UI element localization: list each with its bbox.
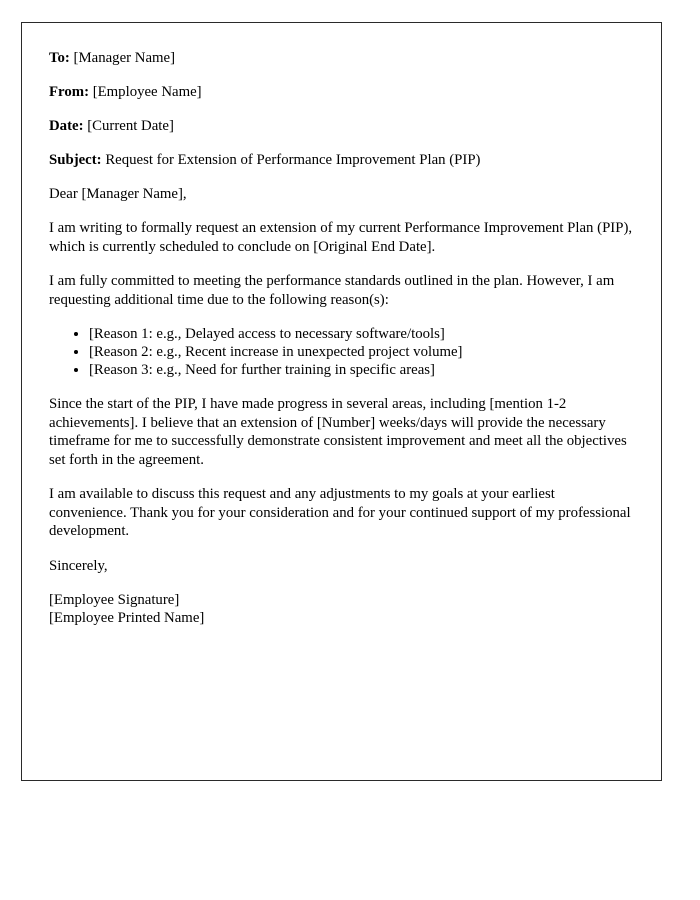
field-subject (49, 151, 633, 169)
signature-block (49, 591, 633, 628)
body-paragraph-1: I am writing to formally request an extension of my current Performance Improvement Plan (PIP), which is currently scheduled to conclude on [Original End Date]. (49, 220, 633, 255)
field-to-value: [Manager Name] (73, 50, 176, 66)
body-paragraph-3: Since the start of the PIP, I have made progress in several areas, including [mention 1-2 achievements]. I believe that an extension of [Number] weeks/days will provide the necessary timeframe for me to successfully demonstrate consistent improvement and meet all the objectives set forth in the agreement. (49, 396, 627, 468)
field-from (49, 83, 633, 101)
field-date-value: [Current Date] (87, 118, 174, 134)
list-item: • [Reason 2: e.g., Recent increase in unexpected project volume] (89, 343, 633, 361)
field-from-value: [Employee Name] (92, 84, 202, 100)
closing-line: Sincerely, (49, 557, 108, 574)
field-to-label: To: (49, 50, 70, 66)
field-subject-label: Subject: (49, 152, 102, 168)
signature-line-employee-printed-name: [Employee Printed Name] (49, 610, 205, 626)
body-paragraph-4: I am available to discuss this request and any adjustments to my goals at your earliest convenience. Thank you for your consideration and for your continued support of my professional development. (49, 486, 631, 539)
field-from-label: From: (49, 84, 89, 100)
letter-page (21, 22, 662, 781)
field-to (49, 49, 633, 67)
field-date (49, 117, 633, 135)
body-paragraph-2: I am fully committed to meeting the performance standards outlined in the plan. However, I am requesting additional time due to the following reason(s): (49, 273, 615, 308)
letter-body (22, 23, 661, 628)
reasons-list (49, 325, 633, 379)
list-item: • [Reason 1: e.g., Delayed access to necessary software/tools] (89, 325, 633, 343)
list-item: • [Reason 3: e.g., Need for further training in specific areas] (89, 361, 633, 379)
field-subject-value: Request for Extension of Performance Improvement Plan (PIP) (105, 152, 481, 168)
field-date-label: Date: (49, 118, 84, 134)
salutation: Dear [Manager Name], (49, 186, 187, 202)
signature-line-employee-signature: [Employee Signature] (49, 591, 180, 608)
